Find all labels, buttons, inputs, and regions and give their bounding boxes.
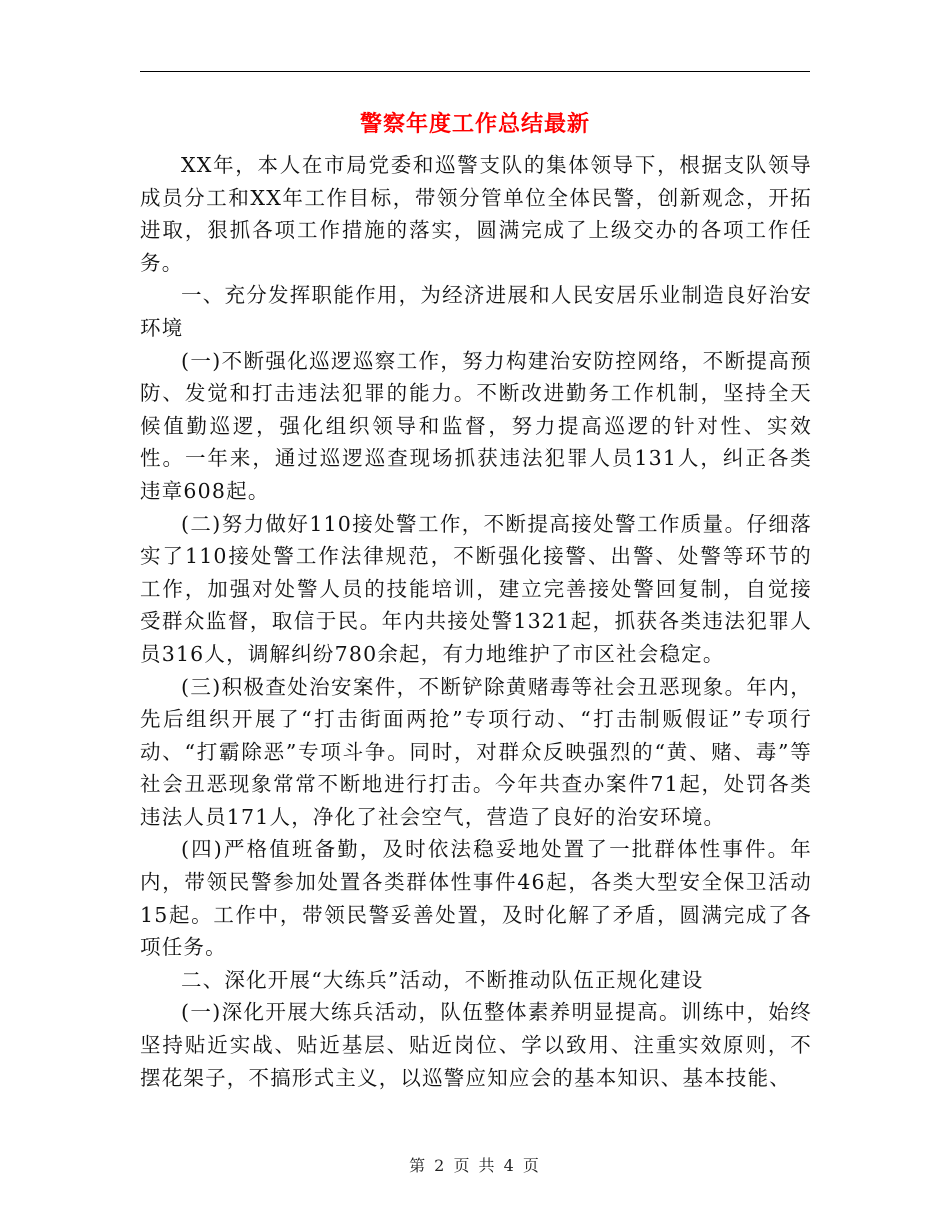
paragraph-1-2: (二)努力做好110接处警工作，不断提高接处警工作质量。仔细落实了110接处警工作法律规范，不断强化接警、出警、处警等环节的工作，加强对处警人员的技能培训，建立完善接处警回复制，自觉接受群众监督，取信于民。年内共接处警1321起，抓获各类违法犯罪人员316人，调解纠纷780余起，有力地维护了市区社会稳定。 [140,511,812,666]
header-rule [140,71,810,72]
section-heading-1: 一、充分发挥职能作用，为经济进展和人民安居乐业制造良好治安环境 [140,283,812,340]
document-title: 警察年度工作总结最新 [359,112,590,137]
page-number-footer: 第 2 页 共 4 页 [409,1156,541,1175]
paragraph-1-1: (一)不断强化巡逻巡察工作，努力构建治安防控网络，不断提高预防、发觉和打击违法犯罪的能力。不断改进勤务工作机制，坚持全天候值勤巡逻，强化组织领导和监督，努力提高巡逻的针对性、实效性。一年来，通过巡逻巡查现场抓获违法犯罪人员131人，纠正各类违章608起。 [140,348,812,503]
section-heading-2: 二、深化开展“大练兵”活动，不断推动队伍正规化建设 [181,967,704,992]
paragraph-intro: XX年，本人在市局党委和巡警支队的集体领导下，根据支队领导成员分工和XX年工作目标，带领分管单位全体民警，创新观念，开拓进取，狠抓各项工作措施的落实，圆满完成了上级交办的各项工作任务。 [140,153,812,275]
paragraph-1-4: (四)严格值班备勤，及时依法稳妥地处置了一批群体性事件。年内，带领民警参加处置各类群体性事件46起，各类大型安全保卫活动15起。工作中，带领民警妥善处置，及时化解了矛盾，圆满完成了各项任务。 [140,837,812,960]
document-body [140,149,812,1094]
paragraph-2-1: (一)深化开展大练兵活动，队伍整体素养明显提高。训练中，始终坚持贴近实战、贴近基层、贴近岗位、学以致用、注重实效原则，不摆花架子，不搞形式主义，以巡警应知应会的基本知识、基本技能、 [140,1000,812,1090]
paragraph-1-3: (三)积极查处治安案件，不断铲除黄赌毒等社会丑恶现象。年内，先后组织开展了“打击街面两抢”专项行动、“打击制贩假证”专项行动、“打霸除恶”专项斗争。同时，对群众反映强烈的“黄、赌、毒”等社会丑恶现象常常不断地进行打击。今年共查办案件71起，处罚各类违法人员171人，净化了社会空气，营造了良好的治安环境。 [140,674,812,829]
